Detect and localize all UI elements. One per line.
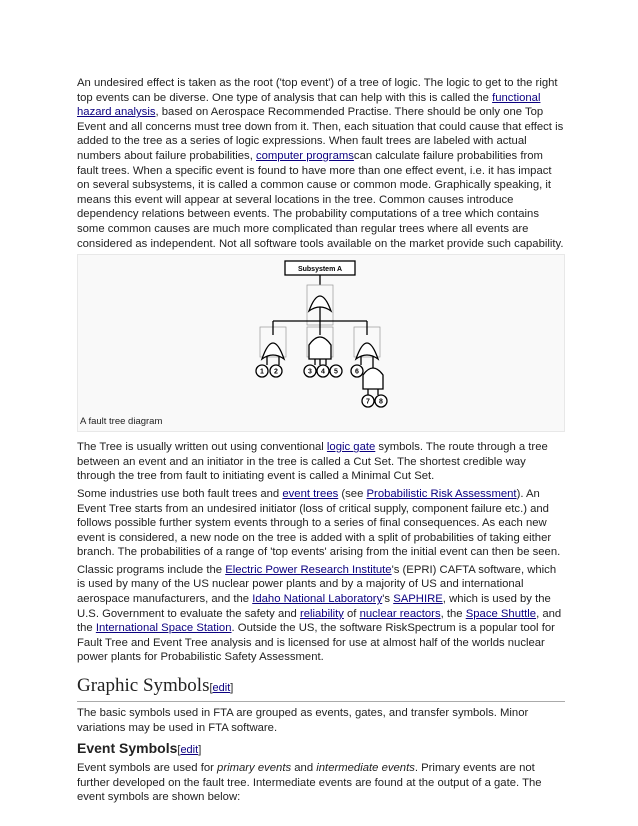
figure-caption: A fault tree diagram	[80, 416, 163, 428]
edit-link[interactable]: edit	[180, 744, 199, 757]
heading-graphic-symbols: Graphic Symbols[edit]	[77, 675, 565, 702]
link-idaho-national-laboratory[interactable]: Idaho National Laboratory	[252, 593, 383, 606]
event-label: 2	[274, 368, 278, 376]
event-label: 1	[260, 368, 264, 376]
fault-tree-diagram	[235, 259, 405, 409]
paragraph-logic-gates: The Tree is usually written out using conventional logic gate symbols. The route through a tree between an event and an initiator in the tree is called a Cut Set. The shortest credible way through the tree from fault to initiating event is called a Minimal Cut Set.	[77, 441, 548, 483]
paragraph-event-symbols: Event symbols are used for primary events and intermediate events. Primary events are not further developed on the fault tree. Intermediate events are found at the output of a gate. The event symbols are shown below:	[77, 762, 542, 804]
link-probabilistic-risk-assessment[interactable]: Probabilistic Risk Assessment	[366, 487, 517, 500]
event-label: 4	[321, 368, 325, 376]
and-gate-icon	[309, 337, 331, 359]
link-space-shuttle[interactable]: Space Shuttle	[465, 607, 537, 620]
link-saphire[interactable]: SAPHIRE	[393, 593, 443, 606]
link-reliability[interactable]: reliability	[299, 607, 344, 620]
link-logic-gate[interactable]: logic gate	[326, 441, 376, 454]
link-functional-hazard-analysis[interactable]: functional hazard analysis	[77, 91, 541, 119]
and-gate-icon	[363, 368, 383, 389]
event-label: 3	[308, 368, 312, 376]
paragraph-basic-symbols: The basic symbols used in FTA are grouped as events, gates, and transfer symbols. Minor variations may be used in FTA software.	[77, 707, 529, 734]
paragraph-intro: An undesired effect is taken as the root ('top event') of a tree of logic. The logic to get to the right top events can be diverse. One type of analysis that can help with this is called the functional hazard analysis, based on Aerospace Recommended Practise. There should be only one Top Event and all concerns must tree down from it. Then, each situation that could cause that effect is added to the tree as a series of logic expressions. When fault trees are labeled with actual numbers about failure probabilities, computer programscan calculate failure probabilities from fault trees. When a specific event is found to have more than one effect event, i.e. it has impact on several subsystems, it is called a common cause or common mode. Graphically speaking, it means this event will appear at several locations in the tree. Common causes introduce dependency relations between events. The probability computations of a tree which contains some common causes are much more complicated than regular trees where all events are considered as independent. Not all software tools available on the market provide such capability.	[77, 77, 564, 250]
or-gate-icon	[262, 343, 284, 359]
link-event-trees[interactable]: event trees	[282, 487, 339, 500]
fault-tree-figure	[77, 254, 565, 432]
paragraph-classic-programs: Classic programs include the Electric Power Research Institute's (EPRI) CAFTA software, which is used by many of the US nuclear power plants and by a majority of US and international aerospace manufacturers, and the Idaho National Laboratory's SAPHIRE, which is used by the U.S. Government to evaluate the safety and reliability of nuclear reactors, the Space Shuttle, and the International Space Station. Outside the US, the software RiskSpectrum is a popular tool for Fault Tree and Event Tree analysis and is licensed for use at almost half of the worlds nuclear power plants for Probabilistic Safety Assessment.	[77, 563, 562, 664]
link-international-space-station[interactable]: International Space Station	[95, 622, 232, 635]
event-label: 7	[366, 398, 370, 406]
subsystem-label: Subsystem A	[297, 266, 343, 274]
event-label: 6	[355, 368, 359, 376]
paragraph-event-trees: Some industries use both fault trees and event trees (see Probabilistic Risk Assessment). An Event Tree starts from an undesired initiator (loss of critical supply, component failure etc.) and follows possible further system events through to a series of final consequences. As each new event is considered, a new node on the tree is added with a split of probabilities of taking either branch. The probabilities of a range of 'top events' arising from the initial event can then be seen.	[77, 487, 561, 559]
link-nuclear-reactors[interactable]: nuclear reactors	[359, 607, 441, 620]
event-label: 5	[334, 368, 338, 376]
event-label: 8	[379, 398, 383, 406]
edit-link[interactable]: edit	[212, 682, 231, 695]
heading-event-symbols: Event Symbols[edit]	[77, 740, 202, 757]
article-body	[77, 76, 565, 805]
link-epri[interactable]: Electric Power Research Institute	[225, 563, 392, 576]
link-computer-programs[interactable]: computer programs	[255, 149, 354, 162]
or-gate-icon	[356, 343, 378, 359]
